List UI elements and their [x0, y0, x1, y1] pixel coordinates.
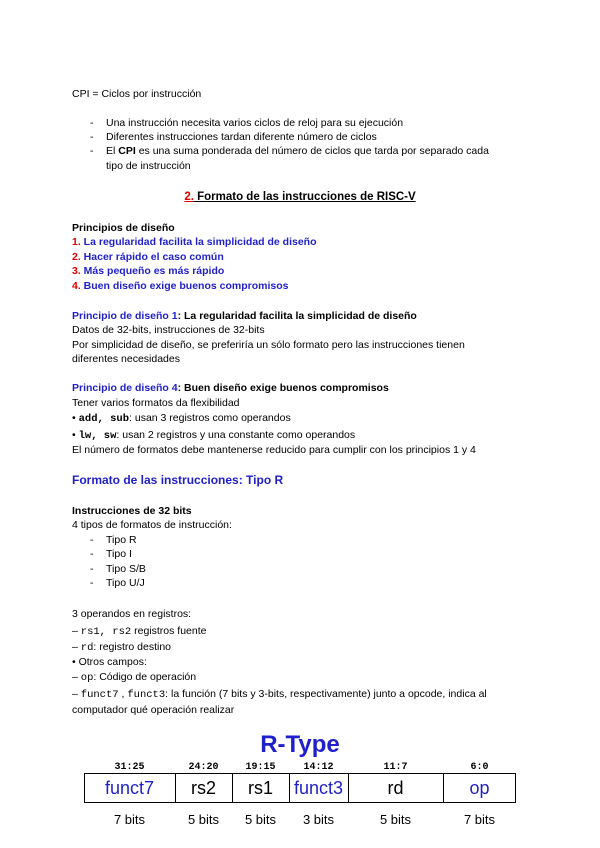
operands-funct-cont: computador qué operación realizar — [72, 704, 235, 716]
rtype-field-funct3: funct3 — [293, 778, 344, 798]
rtype-field-width: 5 bits — [187, 812, 220, 827]
rtype-field-divider — [348, 773, 349, 803]
rtype-field-op: op — [469, 778, 490, 798]
rtype-field-divider — [443, 773, 444, 803]
principle-item: 2. Hacer rápido el caso común — [72, 251, 224, 263]
rtype-field-width: 5 bits — [379, 812, 412, 827]
operands-others: • Otros campos: — [72, 656, 147, 668]
section-heading: 2. Formato de las instrucciones de RISC-V — [184, 191, 416, 203]
operands-funct: – funct7 , funct3: la función (7 bits y 3-bits, respectivamente) junto a opcode, indica al — [72, 688, 487, 701]
instr32-text: 4 tipos de formatos de instrucción: — [72, 519, 232, 531]
rtype-field-rs2: rs2 — [190, 778, 216, 798]
cpi-definition: CPI = Ciclos por instrucción — [72, 88, 202, 100]
rtype-bit-range: 11:7 — [383, 762, 408, 773]
principle-4-text: El número de formatos debe mantenerse reducido para cumplir con los principios 1 y 4 — [72, 444, 476, 456]
rtype-field-rs1: rs1 — [247, 778, 273, 798]
principle-item: 3. Más pequeño es más rápido — [72, 265, 225, 277]
rtype-field-width: 7 bits — [463, 812, 496, 827]
rtype-field-width: 5 bits — [244, 812, 277, 827]
operands-rs: – rs1, rs2 registros fuente — [72, 625, 207, 638]
rtype-bit-range: 19:15 — [245, 762, 276, 773]
rtype-field-width: 3 bits — [302, 812, 335, 827]
principle-item: 1. La regularidad facilita la simplicidad de diseño — [72, 236, 317, 248]
principle-4-title: Principio de diseño 4: Buen diseño exige buenos compromisos — [72, 382, 389, 394]
operands-op: – op: Código de operación — [72, 671, 197, 684]
rtype-field-divider — [175, 773, 176, 803]
principle-1-text: Por simplicidad de diseño, se preferiría un sólo formato pero las instrucciones tienen — [72, 339, 465, 351]
principle-4-bullet: • lw, sw: usan 2 registros y una constante como operandos — [72, 429, 356, 442]
principle-1-title: Principio de diseño 1: La regularidad facilita la simplicidad de diseño — [72, 310, 417, 322]
rtype-field-rd: rd — [387, 778, 404, 798]
rtype-field-divider — [232, 773, 233, 803]
rtype-field-funct7: funct7 — [104, 778, 155, 798]
operands-rd: – rd: registro destino — [72, 641, 171, 654]
rtype-bit-range: 24:20 — [188, 762, 219, 773]
principle-1-text: Datos de 32-bits, instrucciones de 32-bits — [72, 324, 265, 336]
instr32-heading: Instrucciones de 32 bits — [72, 505, 192, 517]
principles-heading: Principios de diseño — [72, 222, 175, 234]
rtype-section-title: Formato de las instrucciones: Tipo R — [72, 473, 284, 487]
principle-4-bullet: • add, sub: usan 3 registros como operandos — [72, 412, 291, 425]
rtype-field-divider — [289, 773, 290, 803]
rtype-bit-range: 14:12 — [303, 762, 334, 773]
rtype-bit-range: 6:0 — [470, 762, 489, 773]
principle-1-text: diferentes necesidades — [72, 353, 180, 365]
principle-4-text: Tener varios formatos da flexibilidad — [72, 397, 240, 409]
rtype-bit-range: 31:25 — [114, 762, 145, 773]
principle-item: 4. Buen diseño exige buenos compromisos — [72, 280, 289, 292]
operands-text: 3 operandos en registros: — [72, 608, 192, 620]
rtype-field-width: 7 bits — [113, 812, 146, 827]
rtype-diagram-title: R-Type — [260, 731, 340, 758]
